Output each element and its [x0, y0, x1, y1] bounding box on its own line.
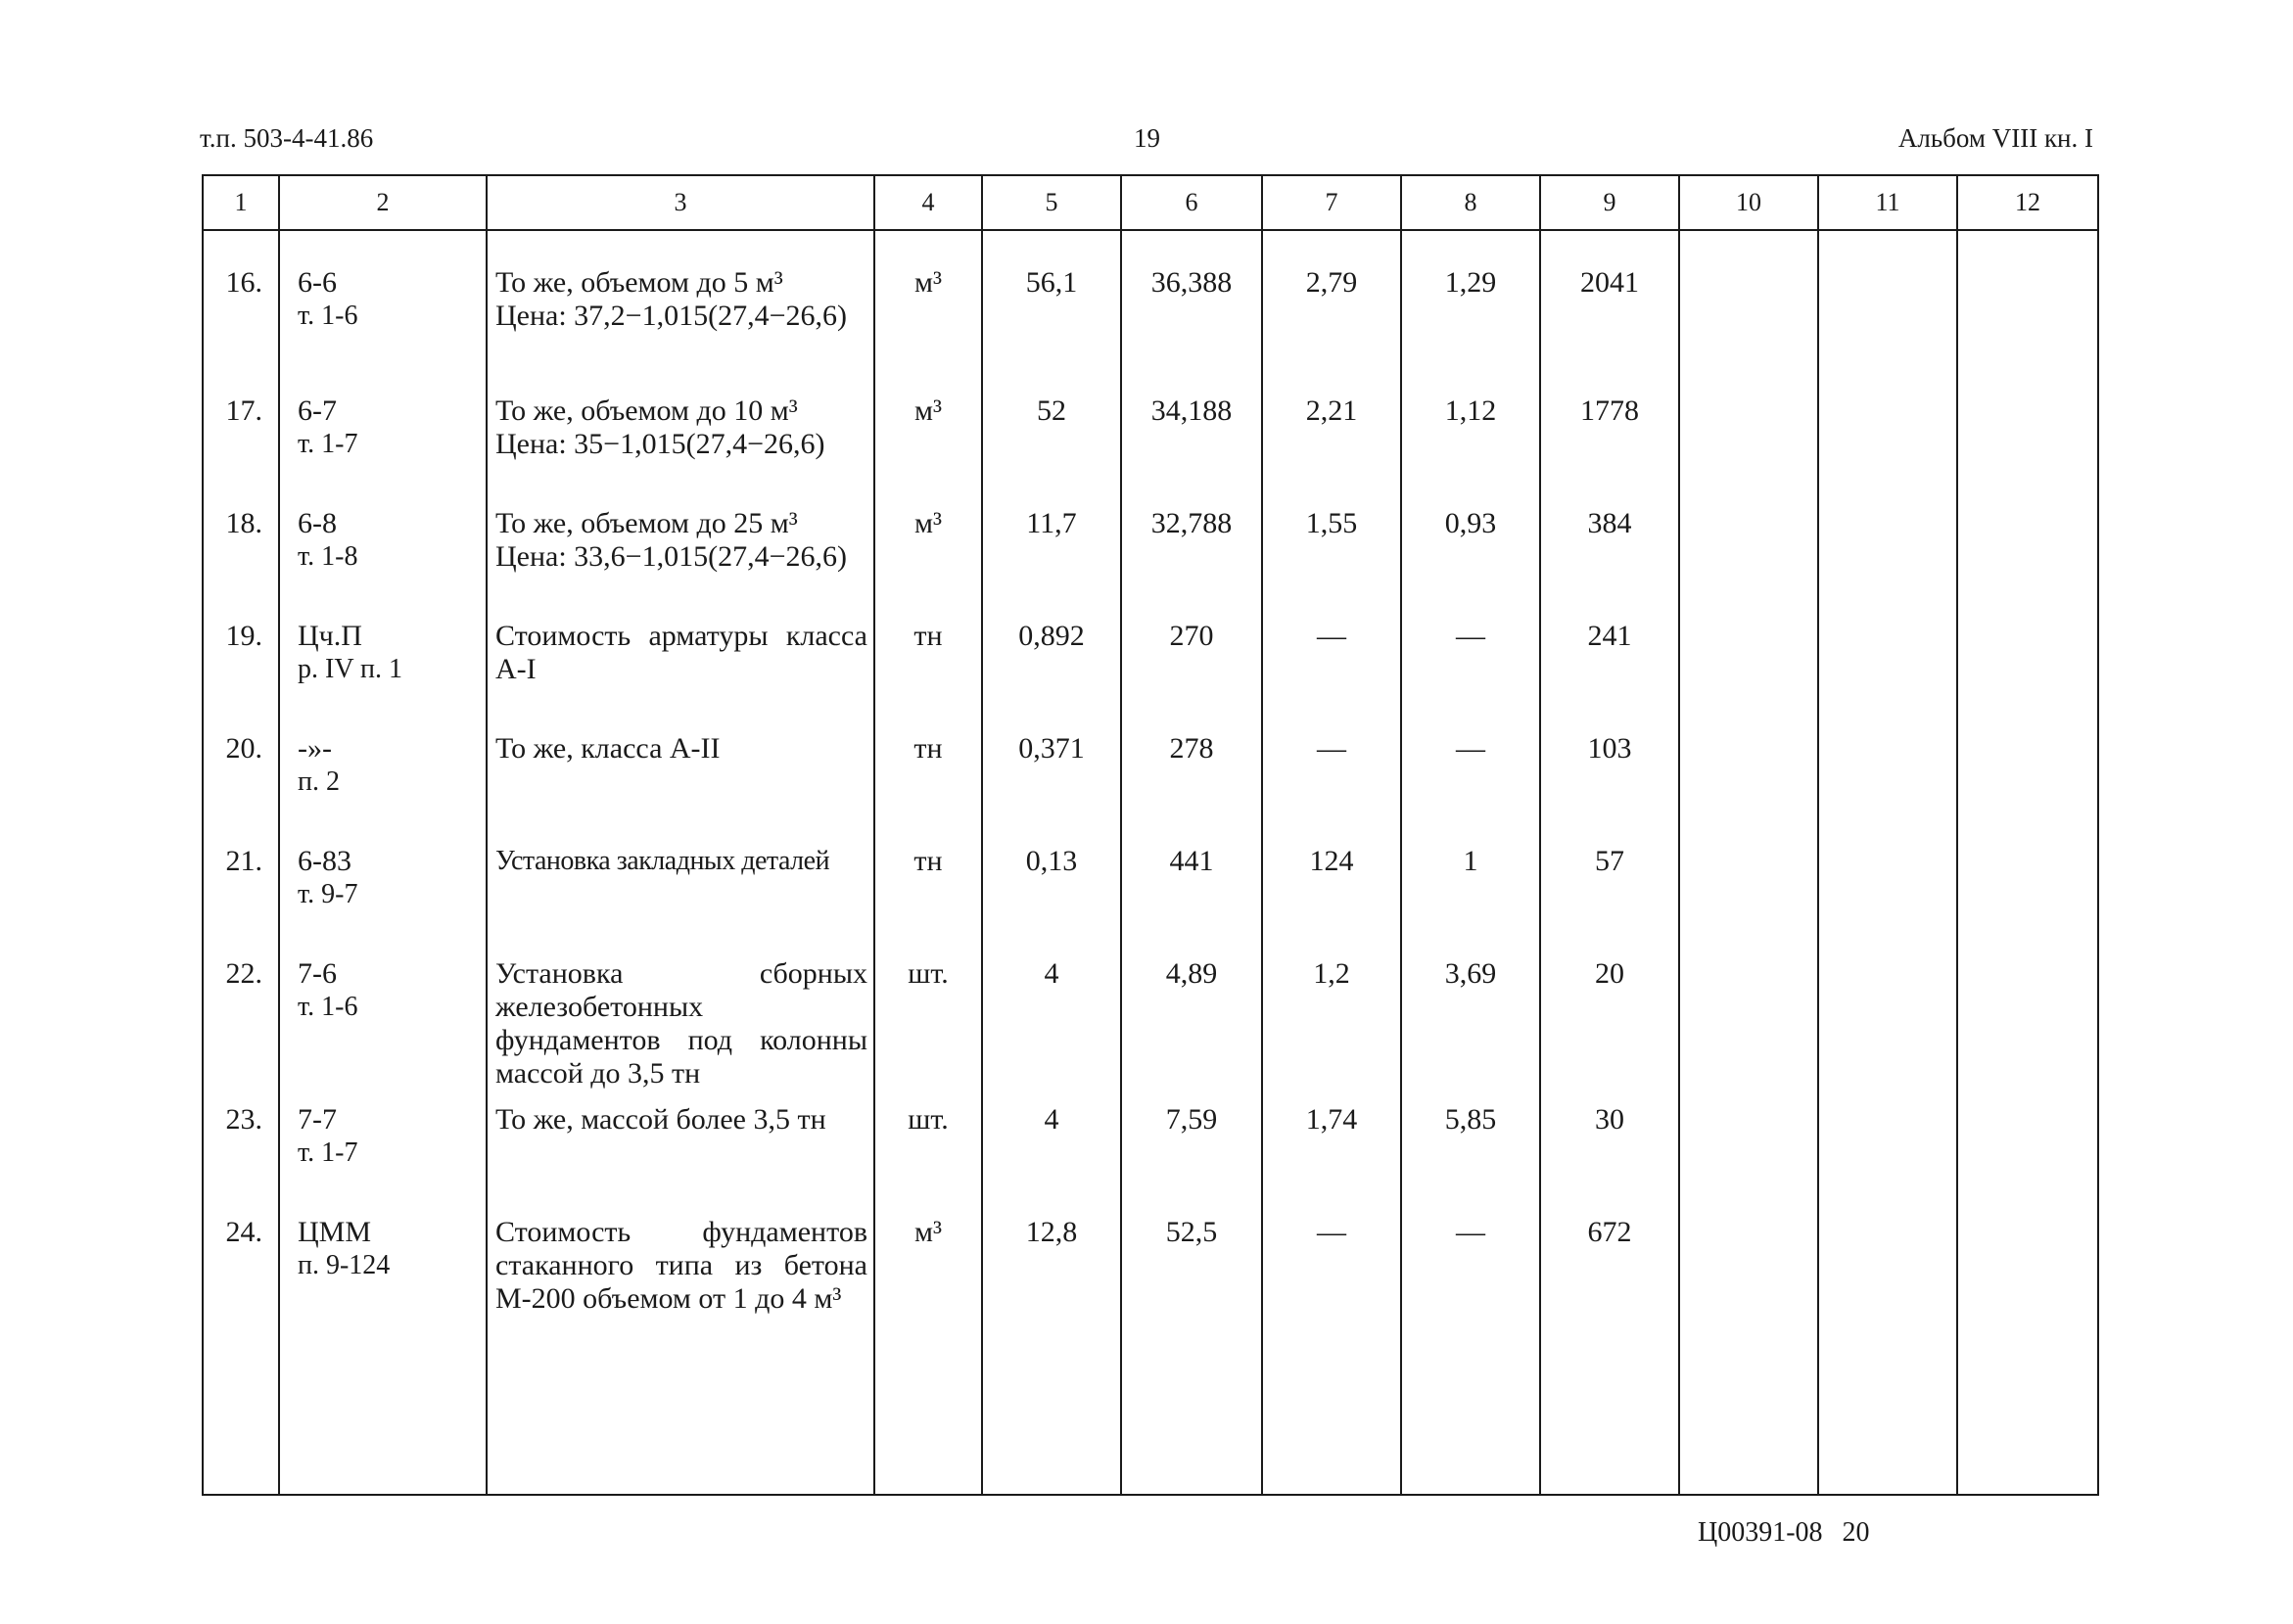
table-row: [203, 724, 2098, 837]
row-number: 20.: [203, 724, 279, 837]
cell-col6: 52,5: [1121, 1208, 1262, 1354]
norm-reference: [279, 230, 487, 387]
cell-col9: 1778: [1540, 387, 1679, 499]
cell-col6: 36,388: [1121, 230, 1262, 387]
col-header-9: 9: [1540, 175, 1679, 230]
norm-reference: [279, 837, 487, 950]
ref-code: Цч.П: [298, 620, 362, 652]
cell-col6: 32,788: [1121, 499, 1262, 612]
col-header-1: 1: [203, 175, 279, 230]
cell-col5: 56,1: [982, 230, 1121, 387]
ref-code: 7-6: [298, 957, 337, 990]
description-text: То же, объемом до 25 м³: [495, 507, 798, 539]
ref-table: т. 1-8: [298, 541, 358, 572]
cell-col11: [1818, 230, 1957, 387]
cell-col7: 1,74: [1262, 1095, 1401, 1208]
cell-col7: —: [1262, 1208, 1401, 1354]
cell-col10: [1679, 387, 1818, 499]
cell-col9: 57: [1540, 837, 1679, 950]
cell-col5: 4: [982, 950, 1121, 1095]
cell-col9: 30: [1540, 1095, 1679, 1208]
cell-col6: 4,89: [1121, 950, 1262, 1095]
price-formula: Цена: 33,6−1,015(27,4−26,6): [495, 540, 848, 573]
norm-reference: [279, 950, 487, 1095]
col-header-6: 6: [1121, 175, 1262, 230]
cell-col5: 11,7: [982, 499, 1121, 612]
ref-table: т. 1-7: [298, 429, 358, 459]
cell-col5: 4: [982, 1095, 1121, 1208]
column-number-row: [203, 175, 2098, 230]
col-header-5: 5: [982, 175, 1121, 230]
cell-col12: [1957, 612, 2098, 724]
cell-col6: 7,59: [1121, 1095, 1262, 1208]
cell-col12: [1957, 950, 2098, 1095]
work-description: То же, класса А-II: [487, 724, 874, 837]
ref-code: 7-7: [298, 1103, 337, 1136]
norm-reference: [279, 1095, 487, 1208]
cell-col8: 3,69: [1401, 950, 1540, 1095]
cell-col9: 241: [1540, 612, 1679, 724]
ref-table: п. 2: [298, 766, 340, 797]
cell-col7: 2,79: [1262, 230, 1401, 387]
cell-col8: 1,29: [1401, 230, 1540, 387]
col-header-10: 10: [1679, 175, 1818, 230]
cell-col6: 278: [1121, 724, 1262, 837]
cell-col11: [1818, 612, 1957, 724]
cell-col12: [1957, 1095, 2098, 1208]
col-header-8: 8: [1401, 175, 1540, 230]
norm-reference: [279, 387, 487, 499]
cell-col12: [1957, 724, 2098, 837]
cell-col12: [1957, 387, 2098, 499]
cell-col11: [1818, 499, 1957, 612]
ref-table: т. 1-6: [298, 992, 358, 1022]
ref-code: 6-6: [298, 266, 337, 299]
cell-col6: 270: [1121, 612, 1262, 724]
row-number: 18.: [203, 499, 279, 612]
unit: тн: [874, 837, 982, 950]
document-code: т.п. 503-4-41.86: [200, 123, 374, 153]
table-row: [203, 1095, 2098, 1208]
cell-col6: 34,188: [1121, 387, 1262, 499]
table-row: [203, 950, 2098, 1095]
archive-code: Ц00391-08: [1698, 1517, 1823, 1548]
work-description: [487, 499, 874, 612]
unit: тн: [874, 612, 982, 724]
cell-col12: [1957, 499, 2098, 612]
cell-col7: 2,21: [1262, 387, 1401, 499]
cell-col8: 0,93: [1401, 499, 1540, 612]
ref-table: т. 9-7: [298, 879, 358, 909]
work-description: [487, 387, 874, 499]
unit: м³: [874, 387, 982, 499]
cell-col9: 20: [1540, 950, 1679, 1095]
unit: тн: [874, 724, 982, 837]
cell-col10: [1679, 837, 1818, 950]
cell-col8: —: [1401, 1208, 1540, 1354]
ref-table: п. 9-124: [298, 1250, 391, 1280]
cell-col8: 1: [1401, 837, 1540, 950]
col-header-4: 4: [874, 175, 982, 230]
cell-col10: [1679, 1208, 1818, 1354]
work-description: Установка закладных деталей: [487, 837, 874, 950]
col-header-11: 11: [1818, 175, 1957, 230]
ref-table: р. IV п. 1: [298, 654, 403, 684]
cell-col7: 1,55: [1262, 499, 1401, 612]
empty-row: [203, 1354, 2098, 1495]
table-row: [203, 230, 2098, 387]
work-description: То же, массой более 3,5 тн: [487, 1095, 874, 1208]
cell-col12: [1957, 837, 2098, 950]
cell-col10: [1679, 950, 1818, 1095]
page-number: 19: [1134, 123, 1160, 153]
cell-col9: 103: [1540, 724, 1679, 837]
cell-col6: 441: [1121, 837, 1262, 950]
cell-col9: 672: [1540, 1208, 1679, 1354]
ref-code: 6-7: [298, 394, 337, 427]
cell-col10: [1679, 499, 1818, 612]
cell-col8: —: [1401, 724, 1540, 837]
unit: шт.: [874, 950, 982, 1095]
table-row: [203, 387, 2098, 499]
unit: шт.: [874, 1095, 982, 1208]
sheet-number: 20: [1842, 1517, 1870, 1548]
cell-col5: 52: [982, 387, 1121, 499]
table-row: [203, 612, 2098, 724]
row-number: 21.: [203, 837, 279, 950]
cell-col12: [1957, 230, 2098, 387]
unit: м³: [874, 1208, 982, 1354]
work-description: Стоимость арматуры класса А-I: [487, 612, 874, 724]
estimate-table: [202, 174, 2099, 1496]
cell-col12: [1957, 1208, 2098, 1354]
cell-col8: 1,12: [1401, 387, 1540, 499]
description-text: То же, объемом до 10 м³: [495, 394, 798, 427]
work-description: Установка сборных железобетонных фундаментов под колонны массой до 3,5 тн: [487, 950, 874, 1095]
work-description: [487, 230, 874, 387]
norm-reference: [279, 612, 487, 724]
norm-reference: [279, 724, 487, 837]
cell-col11: [1818, 1095, 1957, 1208]
album-label: Альбом VIII кн. I: [1897, 123, 2093, 153]
work-description: Стоимость фундаментов стаканного типа из бетона М-200 объемом от 1 до 4 м³: [487, 1208, 874, 1354]
col-header-12: 12: [1957, 175, 2098, 230]
ref-code: ЦММ: [298, 1216, 372, 1248]
description-text: То же, объемом до 5 м³: [495, 266, 783, 299]
cell-col5: 0,371: [982, 724, 1121, 837]
col-header-2: 2: [279, 175, 487, 230]
cell-col11: [1818, 387, 1957, 499]
cell-col9: 384: [1540, 499, 1679, 612]
row-number: 24.: [203, 1208, 279, 1354]
cell-col7: 124: [1262, 837, 1401, 950]
cell-col7: —: [1262, 724, 1401, 837]
ref-code: 6-83: [298, 845, 351, 877]
cell-col8: 5,85: [1401, 1095, 1540, 1208]
cell-col11: [1818, 1208, 1957, 1354]
cell-col7: 1,2: [1262, 950, 1401, 1095]
sheet-stamp: [1698, 1517, 1890, 1549]
table-row: [203, 1208, 2098, 1354]
cell-col10: [1679, 230, 1818, 387]
row-number: 16.: [203, 230, 279, 387]
col-header-7: 7: [1262, 175, 1401, 230]
cell-col10: [1679, 724, 1818, 837]
norm-reference: [279, 499, 487, 612]
cell-col5: 12,8: [982, 1208, 1121, 1354]
ref-code: 6-8: [298, 507, 337, 539]
price-formula: Цена: 35−1,015(27,4−26,6): [495, 428, 825, 460]
col-header-3: 3: [487, 175, 874, 230]
cell-col5: 0,892: [982, 612, 1121, 724]
unit: м³: [874, 499, 982, 612]
cell-col9: 2041: [1540, 230, 1679, 387]
cell-col11: [1818, 950, 1957, 1095]
row-number: 19.: [203, 612, 279, 724]
row-number: 17.: [203, 387, 279, 499]
table-row: [203, 499, 2098, 612]
ref-table: т. 1-7: [298, 1137, 358, 1168]
row-number: 23.: [203, 1095, 279, 1208]
cell-col8: —: [1401, 612, 1540, 724]
norm-reference: [279, 1208, 487, 1354]
cell-col11: [1818, 837, 1957, 950]
table-row: [203, 837, 2098, 950]
row-number: 22.: [203, 950, 279, 1095]
cell-col5: 0,13: [982, 837, 1121, 950]
unit: м³: [874, 230, 982, 387]
cell-col10: [1679, 612, 1818, 724]
price-formula: Цена: 37,2−1,015(27,4−26,6): [495, 300, 848, 332]
ref-code: -»-: [298, 732, 332, 765]
cell-col11: [1818, 724, 1957, 837]
cell-col7: —: [1262, 612, 1401, 724]
cell-col10: [1679, 1095, 1818, 1208]
ref-table: т. 1-6: [298, 301, 358, 331]
